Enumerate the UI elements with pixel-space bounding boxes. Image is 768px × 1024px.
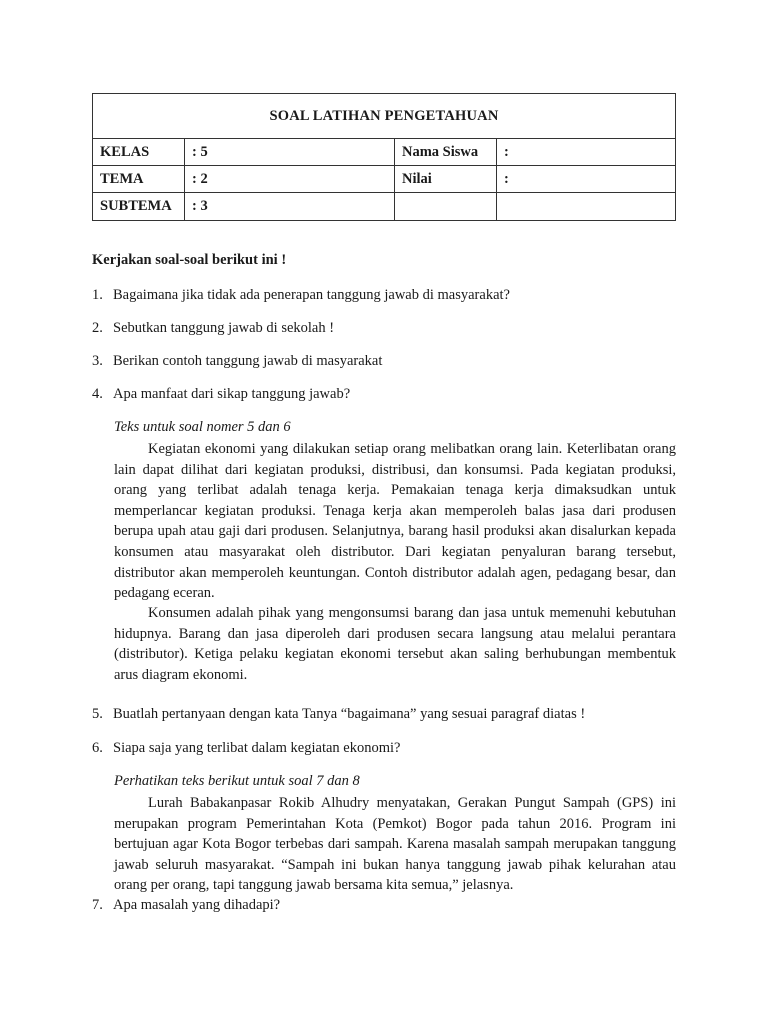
empty-cell [395,193,497,221]
question-6 [92,740,400,757]
question-text: Siapa saja yang terlibat dalam kegiatan ekonomi? [113,740,401,756]
question-number: 7. [92,897,103,913]
question-text: Sebutkan tanggung jawab di sekolah ! [113,320,335,336]
question-text: Apa manfaat dari sikap tanggung jawab? [113,386,351,402]
question-number: 2. [92,320,103,336]
nama-siswa-label: Nama Siswa [395,139,497,166]
tema-value: : 2 [185,166,395,193]
text-heading-7-8: Perhatikan teks berikut untuk soal 7 dan 8 [114,773,360,789]
tema-label: TEMA [93,166,185,193]
question-5 [92,706,585,723]
reading-paragraph: Lurah Babakanpasar Rokib Alhudry menyatakan, Gerakan Pungut Sampah (GPS) ini merupakan program Pemerintahan Kota (Pemkot) Bogor pada tahun 2016. Program ini bertujuan agar Kota Bogor terbebas dari sampah. Karena masalah sampah merupakan tanggung jawab seluruh masyarakat. “Sampah ini bukan hanya tanggung jawab pihak kelurahan atau orang per orang, tapi tanggung jawab bersama kita semua,” jelasnya. [114,795,676,894]
question-number: 6. [92,740,103,756]
nilai-value: : [497,166,676,193]
question-text: Apa masalah yang dihadapi? [113,897,281,913]
worksheet-title: SOAL LATIHAN PENGETAHUAN [93,94,676,139]
question-text: Berikan contoh tanggung jawab di masyarakat [113,353,383,369]
question-number: 3. [92,353,103,369]
question-text: Buatlah pertanyaan dengan kata Tanya “bagaimana” yang sesuai paragraf diatas ! [113,706,586,722]
question-7 [92,897,280,914]
question-number: 1. [92,287,103,303]
instruction-text: Kerjakan soal-soal berikut ini ! [92,252,287,268]
kelas-label: KELAS [93,139,185,166]
kelas-value: : 5 [185,139,395,166]
question-4 [92,386,350,403]
question-number: 5. [92,706,103,722]
nama-siswa-value: : [497,139,676,166]
subtema-value: : 3 [185,193,395,221]
question-text: Bagaimana jika tidak ada penerapan tanggung jawab di masyarakat? [113,287,510,303]
question-number: 4. [92,386,103,402]
table-row [93,193,676,221]
question-3 [92,353,382,370]
header-table [92,93,676,221]
question-1 [92,287,510,304]
reading-paragraph: Konsumen adalah pihak yang mengonsumsi barang dan jasa untuk memenuhi kebutuhan hidupnya. Barang dan jasa diperoleh dari produsen secara langsung atau melalui perantara (distributor). Ketiga pelaku kegiatan ekonomi tersebut akan saling berhubungan membentuk arus diagram ekonomi. [114,605,676,683]
empty-cell [497,193,676,221]
reading-paragraph: Kegiatan ekonomi yang dilakukan setiap orang melibatkan orang lain. Keterlibatan orang lain dapat dilihat dari kegiatan produksi, distribusi, dan konsumsi. Pada kegiatan produksi, orang yang terlibat adalah tenaga kerja. Pemakaian tenaga kerja dimaksudkan untuk memperlancar kegiatan produksi. Tenaga kerja akan memperoleh balas jasa dari produsen berupa upah atau gaji dari produsen. Selanjutnya, barang hasil produksi akan disalurkan kepada konsumen atau masyarakat oleh distributor. Dari kegiatan penyaluran barang tersebut, distributor akan memperoleh keuntungan. Contoh distributor adalah agen, pedagang besar, dan pedagang eceran. [114,441,676,602]
subtema-label: SUBTEMA [93,193,185,221]
table-row [93,166,676,193]
text-heading-5-6: Teks untuk soal nomer 5 dan 6 [114,419,291,435]
question-2 [92,320,334,337]
table-row [93,139,676,166]
nilai-label: Nilai [395,166,497,193]
